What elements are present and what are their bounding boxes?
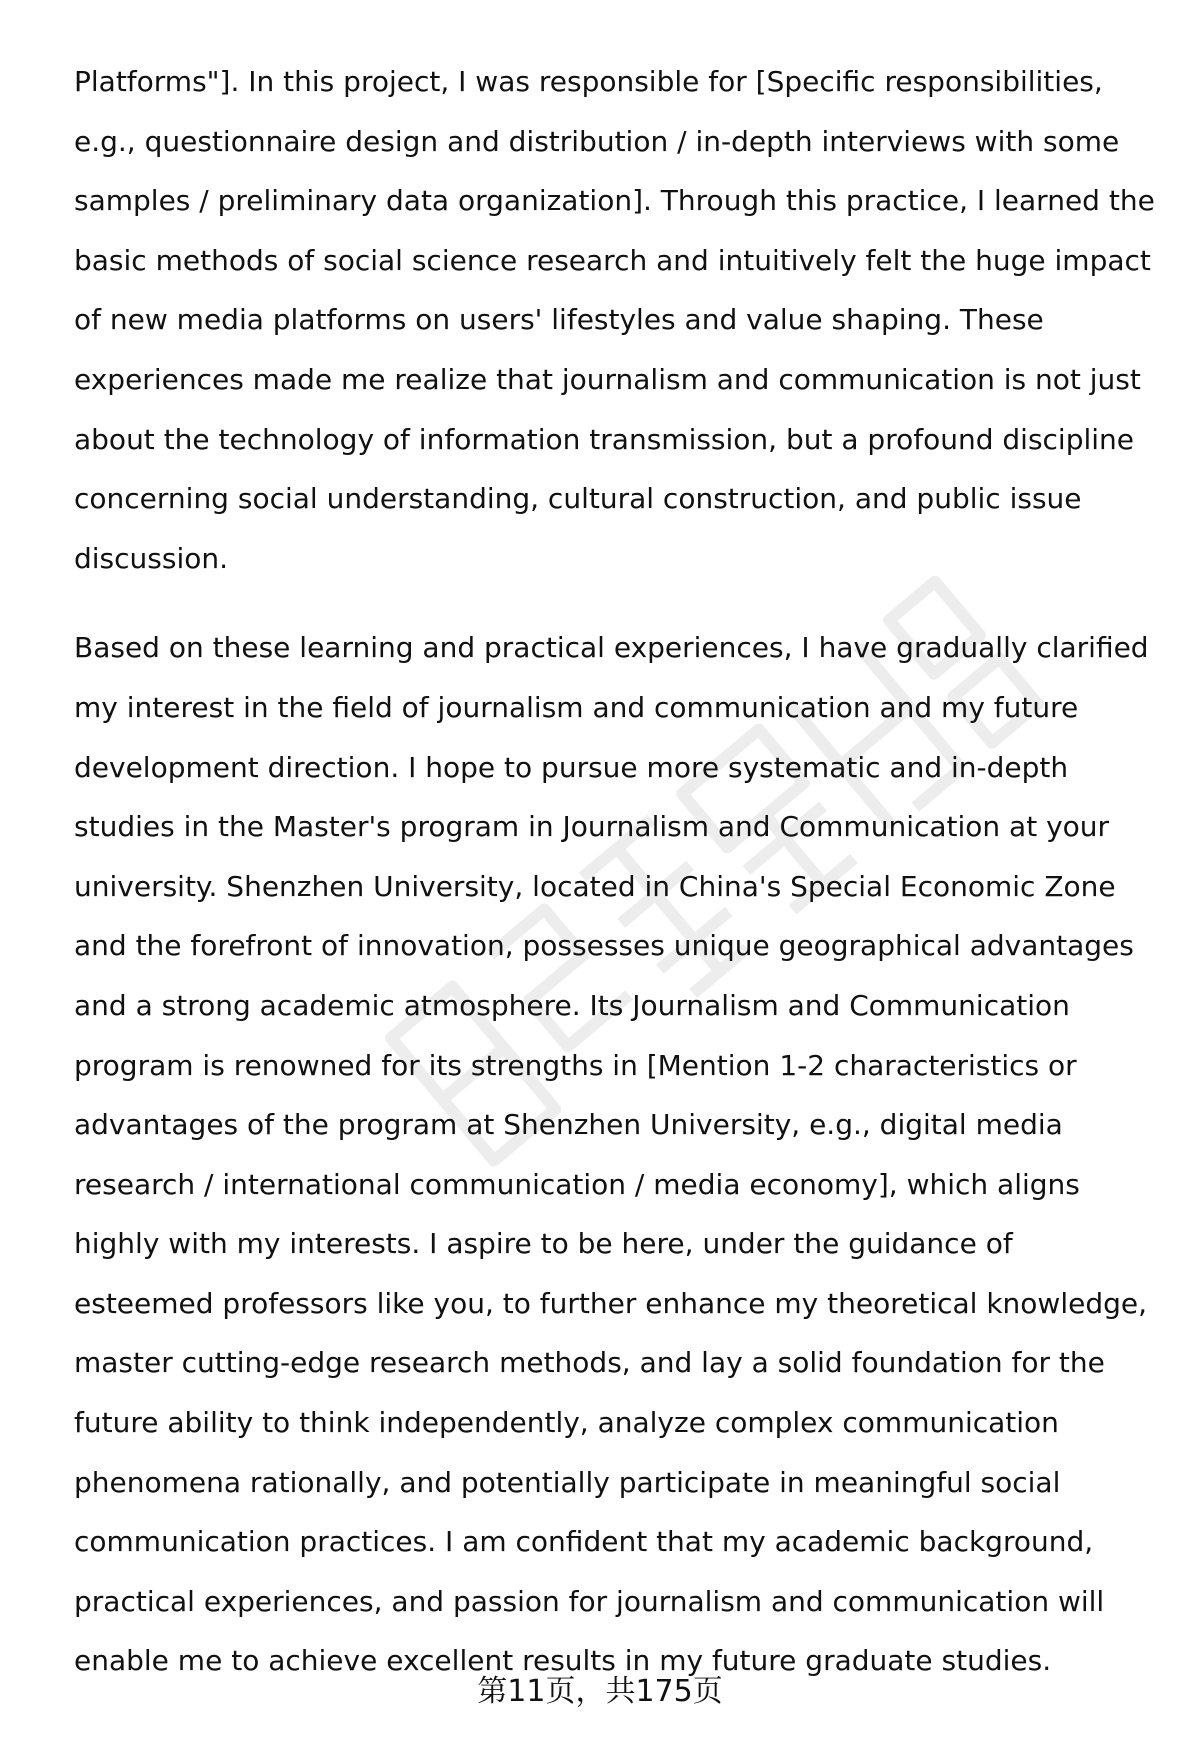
page-number: 第11页，共175页 [477, 1674, 723, 1709]
paragraph: Based on these learning and practical experiences, I have gradually clarified my interest in the field of journalism and communication and my future development direction. I hope to pursue more systematic and in-depth studies in the Master's program in Journalism and Communication at your university. Shenzhen University, located in China's Special Economic Zone and the forefront of innovation, possesses unique geographical advantages and a strong academic atmosphere. Its Journalism and Communication program is renowned for its strengths in [Mention 1-2 characteristics or advantages of the program at Shenzhen University, e.g., digital media research / international communication / media economy], which aligns highly with my interests. I aspire to be here, under the guidance of esteemed professors like you, to further enhance my theoretical knowledge, master cutting-edge research methods, and lay a solid foundation for the future ability to think independently, analyze complex communication phenomena rationally, and potentially participate in meaningful social communication practices. I am confident that my academic background, practical experiences, and passion for journalism and communication will enable me to achieve excellent results in my future graduate studies. [74, 631, 1149, 1678]
document-body [74, 52, 1160, 1691]
paragraph: Platforms"]. In this project, I was responsible for [Specific responsibilities, e.g., questionnaire design and distribution / in-depth interviews with some samples / preliminary data organization]. Through this practice, I learned the basic methods of social science research and intuitively felt the huge impact of new media platforms on users' lifestyles and value shaping. These experiences made me realize that journalism and communication is not just about the technology of information transmission, but a profound discipline concerning social understanding, cultural construction, and public issue discussion. [74, 65, 1155, 575]
